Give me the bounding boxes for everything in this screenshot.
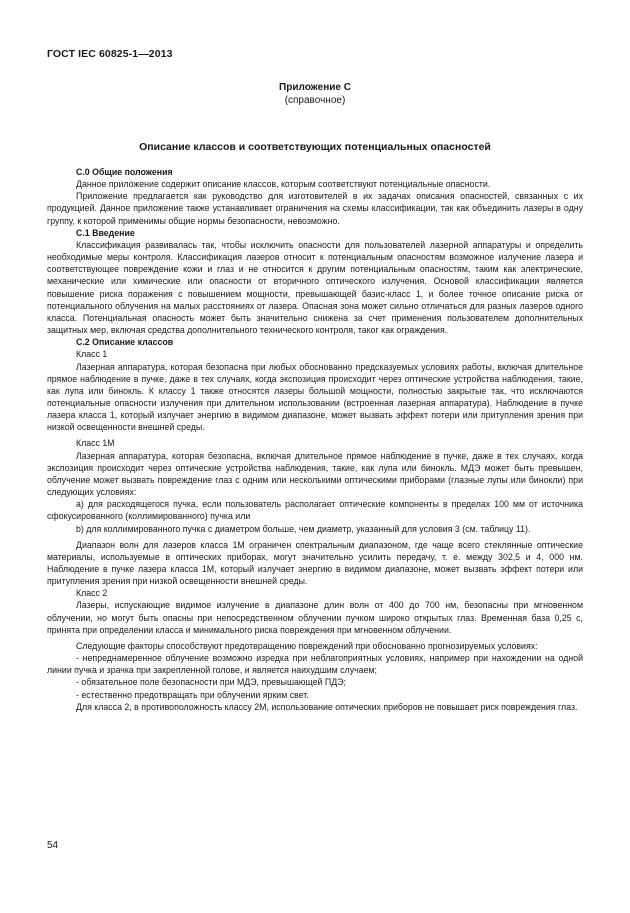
paragraph: Диапазон волн для лазеров класса 1М ограничен спектральным диапазоном, где чаще всего стеклянные оптические материалы, используемые в оптических приборах, могут значительно усилить передачу, т. е. между 302,5 и 4, 000 нм. Наблюдение в пучке лазера класса 1М, который излучает энергию в видимом диапазоне, может вызвать эффект потери или притупления зрения при низкой освещенности внешней среды. (47, 539, 583, 587)
list-item: - естественно предотвращать при облучении ярким свет. (76, 689, 309, 700)
standard-header: ГОСТ IEC 60825-1—2013 (47, 48, 173, 60)
annex-title: Приложение С (279, 82, 351, 93)
paragraph: Данное приложение содержит описание классов, которым соответствуют потенциальные опасности. (76, 179, 491, 190)
paragraph: Классификация развивалась так, чтобы исключить опасности для пользователей лазерной аппаратуры и определить необходимые меры контроля. Классификация лазеров относит к потенциальным опасностям возможное излучение лазера и соответствующее повреждение кожи и глаз и не относится к другим потенциальным опасностям, таким как электрические, механические или химические или опасности от вторичного оптического излучения. Основой классификации является повышение риска поражения с повышением мощности, превышающей базис-класс 1, и более точное описание риска от потенциального облучения на малых расстояниях от лазера. Опасная зона может сильно отличаться для разных лазеров одного класса. Потенциальная опасность может быть значительно снижена за счет применения пользователем дополнительных защитных мер, включая средства дополнительного технического контроля, таког как ограждения. (47, 239, 583, 336)
list-item: - обязательное поле безопасности при МДЭ, превышающей ПДЭ; (76, 677, 346, 688)
section-heading-c1: С.1 Введение (76, 227, 135, 238)
paragraph: Лазеры, испускающие видимое излучение в диапазоне длин волн от 400 до 700 нм, безопасны при мгновенном облучении, но могут быть опасны при непосредственном облучении пучком широко открытых глаз. Временная база 0,25 с, принята при определении класса и минимального риска повреждения при мгновенном облучении. (47, 600, 583, 635)
section-heading-c2: С.2 Описание классов (76, 337, 174, 348)
page-number: 54 (47, 840, 59, 851)
class-heading-1m: Класс 1М (76, 438, 115, 449)
paragraph: Приложение предлагается как руководство для изготовителей в их задачах описания опасностей, связанных с их продукцией. Данное приложение также устанавливает ограничения на схемы классификации, так как объединить лазеры в одну группу, к которой применимы общие нормы безопасности, невозможно. (47, 191, 583, 226)
list-item: b) для коллимированного пучка с диаметром больше, чем диаметр, указанный для условия 3 (см. таблицу 11). (76, 523, 531, 534)
paragraph: Лазерная аппаратура, которая безопасна, включая длительное прямое наблюдение в пучке, даже в тех случаях, когда экспозиция происходит через оптические устройства наблюдения, такие, как лупа или бинокль. МДЭ может быть превышен, облучение может вызвать повреждение глаз с одним или несколькими оптическими приборами (глазные лупы или бинокли) при следующих условиях: (47, 450, 583, 498)
annex-heading (0, 81, 630, 107)
class-heading-2: Класс 2 (76, 588, 108, 599)
list-item: а) для расходящегося пучка, если пользователь располагает оптические компоненты в пределах 100 мм от источника сфокусированного (коллимированного) пучка или (47, 499, 583, 522)
document-title: Описание классов и соответствующих потенциальных опасностей (139, 141, 491, 153)
body-text (47, 166, 583, 713)
class-heading-1: Класс 1 (76, 349, 108, 360)
section-heading-c0: С.0 Общие положения (76, 167, 173, 177)
list-item: - непреднамеренное облучение возможно изредка при неблагоприятных условиях, например при нахождении на одной линии пучка и зрачка при закрепленной голове, и является наихудшим случаем; (47, 653, 583, 676)
paragraph: Лазерная аппаратура, которая безопасна при любых обоснованно предсказуемых условиях работы, включая длительное прямое наблюдение в пучке, даже в тех случаях, когда экспозиция происходит через оптические устройства наблюдения, такие, как лупа или бинокль. К классу 1 также относятся лазеры большой мощности, полностью закрытые так, что исключаются потенциальные опасности излучения при длительном использовании (встроенная лазерная аппаратура). Наблюдение в пучке лазера класса 1, который излучает энергию в видимом диапазоне, может вызвать эффект потери или притупления зрения при низкой освещенности внешней среды. (47, 361, 583, 433)
paragraph: Для класса 2, в противоположность классу 2М, использование оптических приборов не повышает риск повреждения глаз. (76, 701, 578, 712)
paragraph: Следующие факторы способствуют предотвращению повреждений при обоснованно прогнозируемых условиях: (76, 640, 538, 651)
annex-note: (справочное) (284, 95, 346, 106)
